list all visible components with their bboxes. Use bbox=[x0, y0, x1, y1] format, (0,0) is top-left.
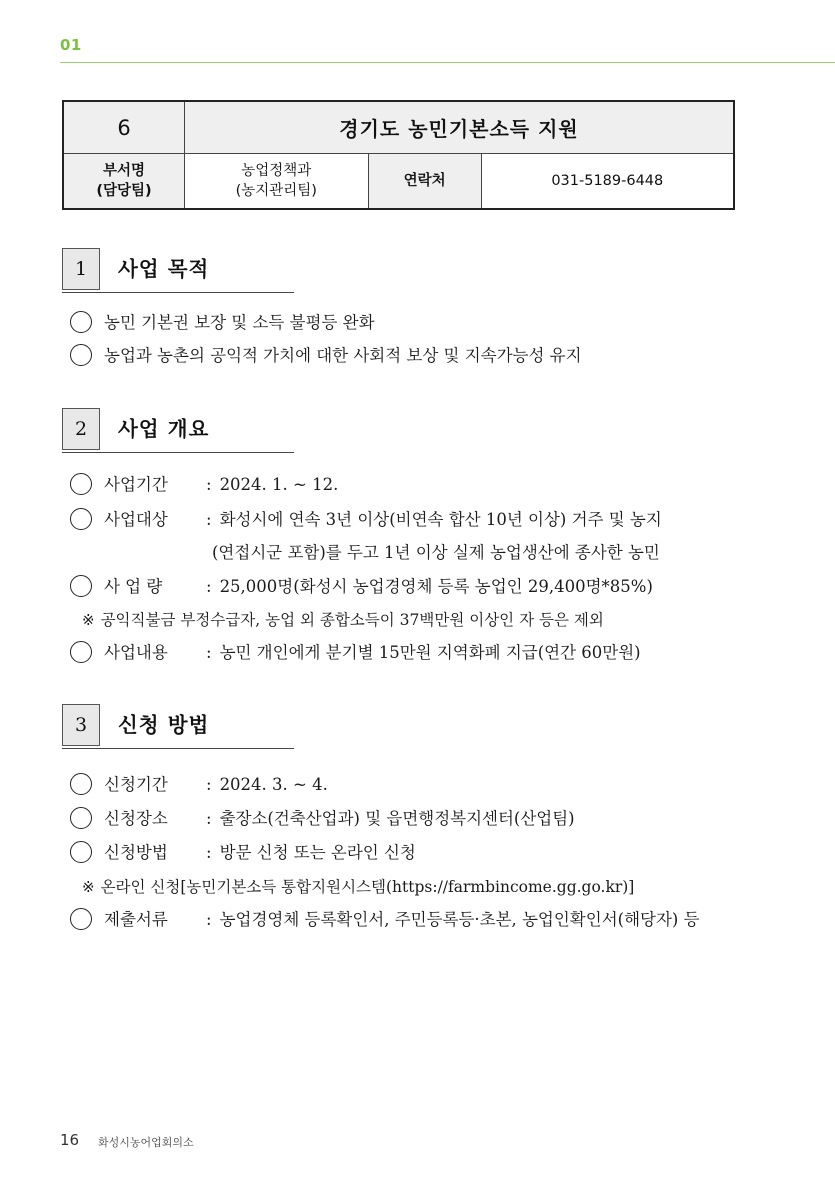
list-item bbox=[70, 341, 582, 371]
note-text: 온라인 신청[농민기본소득 통합지원시스템(https://farmbincome.gg.go.kr)] bbox=[100, 878, 635, 896]
dept-label: 부서명 bbox=[102, 163, 146, 179]
chapter-number: 01 bbox=[60, 36, 82, 54]
list-item bbox=[70, 572, 653, 602]
program-title-row bbox=[63, 101, 734, 154]
circle-bullet-icon bbox=[70, 908, 92, 930]
item-label: 사업대상 bbox=[104, 510, 168, 529]
item-label: 제출서류 bbox=[104, 910, 168, 929]
section-1-title: 사업 목적 bbox=[118, 257, 210, 281]
item-text: 농민 기본권 보장 및 소득 불평등 완화 bbox=[104, 313, 375, 332]
team-label: (담당팀) bbox=[96, 183, 152, 199]
item-colon: : bbox=[206, 843, 212, 862]
dept-value-cell bbox=[185, 154, 369, 210]
item-colon: : bbox=[206, 577, 212, 596]
item-label: 사 업 량 bbox=[104, 577, 163, 596]
list-item bbox=[70, 638, 641, 668]
program-contact-row bbox=[63, 154, 734, 210]
item-label: 사업내용 bbox=[104, 643, 168, 662]
circle-bullet-icon bbox=[70, 575, 92, 597]
item-colon: : bbox=[206, 910, 212, 929]
reference-mark-icon: ※ bbox=[82, 611, 95, 629]
section-3-number: 3 bbox=[62, 704, 100, 746]
item-value: 방문 신청 또는 온라인 신청 bbox=[219, 843, 416, 862]
list-item bbox=[70, 505, 662, 535]
circle-bullet-icon bbox=[70, 841, 92, 863]
item-colon: : bbox=[206, 809, 212, 828]
chapter-divider bbox=[60, 62, 835, 63]
program-number: 6 bbox=[63, 101, 185, 154]
note-item bbox=[82, 605, 604, 635]
section-2-title: 사업 개요 bbox=[118, 417, 210, 441]
item-value: 농업경영체 등록확인서, 주민등록등·초본, 농업인확인서(해당자) 등 bbox=[219, 910, 700, 929]
note-text: 공익직불금 부정수급자, 농업 외 종합소득이 37백만원 이상인 자 등은 제외 bbox=[100, 611, 604, 629]
item-value: 2024. 3. ~ 4. bbox=[219, 775, 328, 794]
contact-value: 031-5189-6448 bbox=[481, 154, 734, 210]
section-3-title: 신청 방법 bbox=[118, 713, 210, 737]
program-title: 경기도 농민기본소득 지원 bbox=[185, 101, 735, 154]
reference-mark-icon: ※ bbox=[82, 878, 95, 896]
list-item bbox=[70, 470, 338, 500]
item-label: 신청방법 bbox=[104, 843, 168, 862]
item-continuation: (연접시군 포함)를 두고 1년 이상 실제 농업생산에 종사한 농민 bbox=[212, 543, 660, 562]
item-colon: : bbox=[206, 475, 212, 494]
list-item bbox=[70, 770, 328, 800]
circle-bullet-icon bbox=[70, 473, 92, 495]
page-number: 16 bbox=[60, 1131, 80, 1149]
item-label: 신청기간 bbox=[104, 775, 168, 794]
list-item bbox=[70, 308, 375, 338]
circle-bullet-icon bbox=[70, 807, 92, 829]
item-colon: : bbox=[206, 510, 212, 529]
section-2-number: 2 bbox=[62, 408, 100, 450]
dept-value: 농업정책과 bbox=[241, 163, 312, 179]
section-2-header bbox=[62, 406, 294, 453]
footer-organization: 화성시농어업회의소 bbox=[98, 1136, 194, 1149]
contact-label: 연락처 bbox=[368, 154, 481, 210]
dept-label-cell bbox=[63, 154, 185, 210]
item-label: 신청장소 bbox=[104, 809, 168, 828]
item-label: 사업기간 bbox=[104, 475, 168, 494]
item-value: 25,000명(화성시 농업경영체 등록 농업인 29,400명*85%) bbox=[219, 577, 653, 596]
item-colon: : bbox=[206, 775, 212, 794]
item-colon: : bbox=[206, 643, 212, 662]
program-info-table bbox=[62, 100, 735, 210]
team-value: (농지관리팀) bbox=[235, 183, 317, 199]
list-item bbox=[70, 804, 575, 834]
list-item bbox=[70, 838, 416, 868]
section-1-header bbox=[62, 246, 294, 293]
list-item bbox=[70, 905, 700, 935]
circle-bullet-icon bbox=[70, 344, 92, 366]
circle-bullet-icon bbox=[70, 311, 92, 333]
item-value: 농민 개인에게 분기별 15만원 지역화폐 지급(연간 60만원) bbox=[219, 643, 641, 662]
note-item bbox=[82, 872, 634, 902]
item-text: 농업과 농촌의 공익적 가치에 대한 사회적 보상 및 지속가능성 유지 bbox=[104, 346, 582, 365]
item-value: 2024. 1. ~ 12. bbox=[219, 475, 339, 494]
item-value: 출장소(건축산업과) 및 읍면행정복지센터(산업팀) bbox=[219, 809, 575, 828]
section-1-number: 1 bbox=[62, 248, 100, 290]
item-value: 화성시에 연속 3년 이상(비연속 합산 10년 이상) 거주 및 농지 bbox=[219, 510, 662, 529]
circle-bullet-icon bbox=[70, 508, 92, 530]
circle-bullet-icon bbox=[70, 641, 92, 663]
section-3-header bbox=[62, 702, 294, 749]
circle-bullet-icon bbox=[70, 773, 92, 795]
